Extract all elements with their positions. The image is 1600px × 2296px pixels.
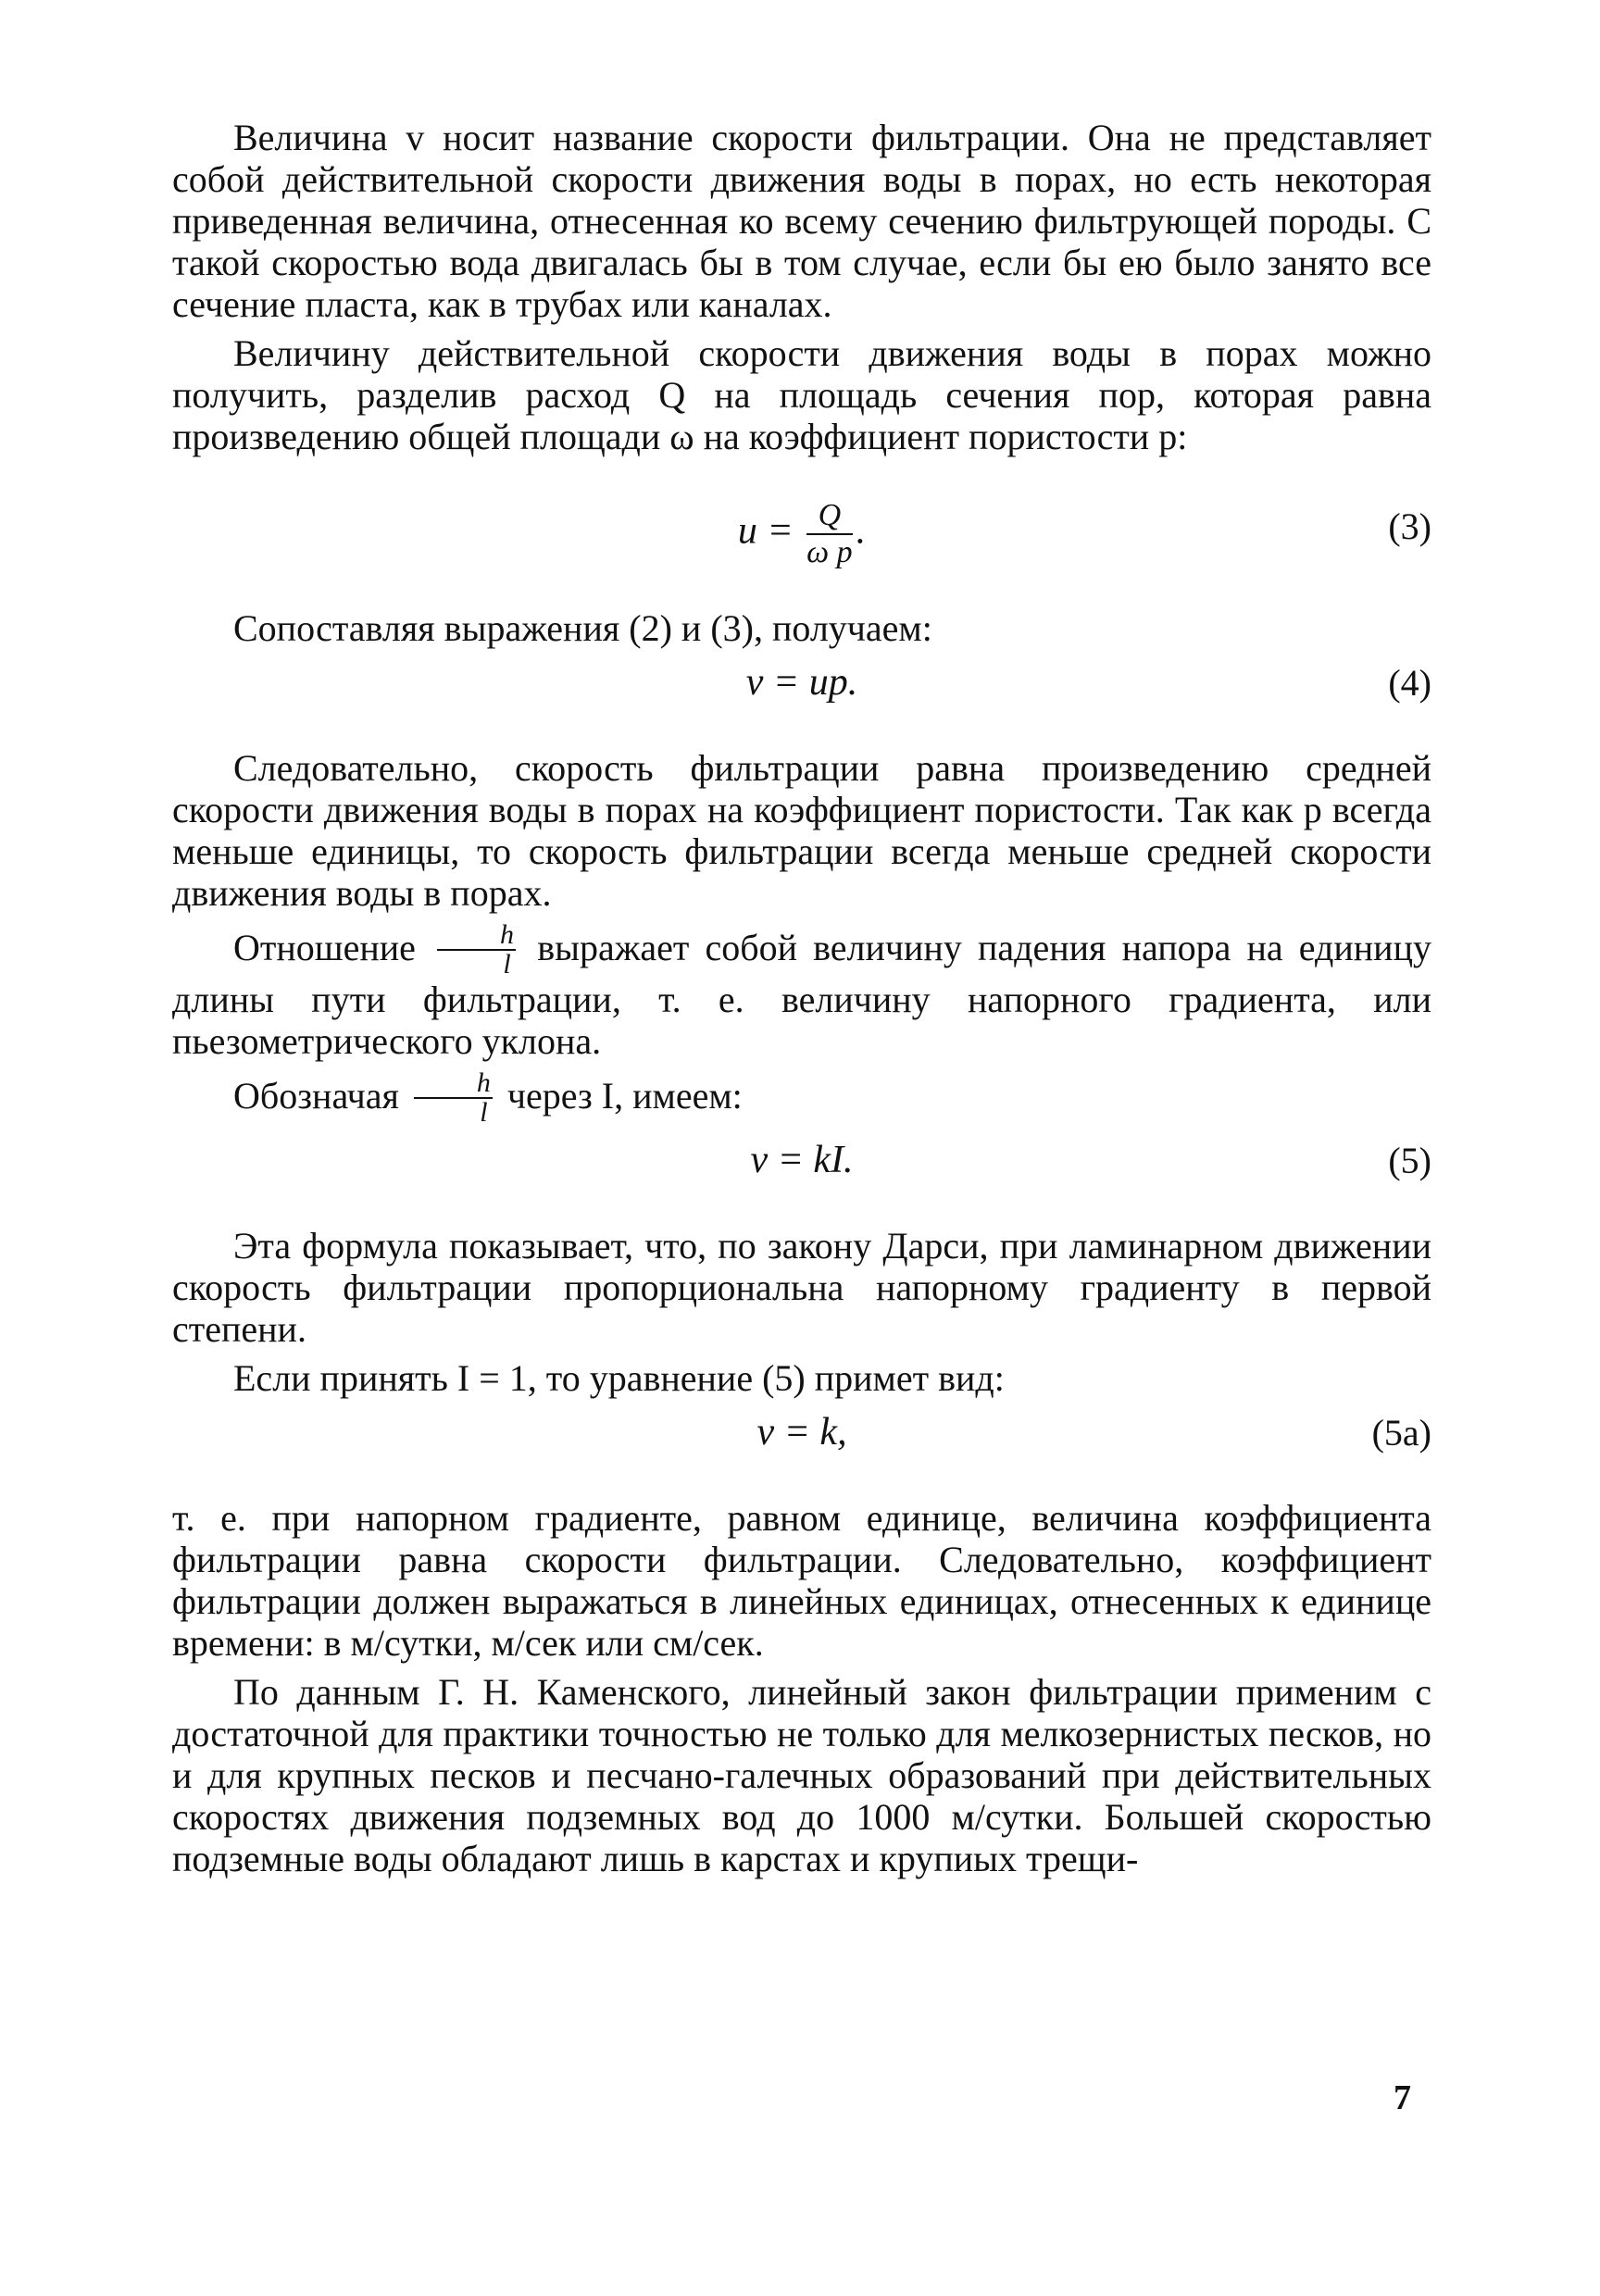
ratio-rest: выражает собой величину падения напора на единицу длины пути фильтрации, т. е. величину напорного градиента, или пьезометрического уклона. — [172, 927, 1431, 1062]
equation-3-fraction — [806, 498, 853, 570]
page-body — [172, 117, 1431, 1887]
equation-5a-number: (5a) — [1371, 1412, 1431, 1454]
paragraph-denoting — [172, 1069, 1431, 1127]
ratio-numerator: h — [437, 921, 516, 951]
paragraph-ratio — [172, 921, 1431, 1062]
page-number: 7 — [1394, 2078, 1411, 2117]
paragraph-darcy-law: Эта формула показывает, что, по закону Дарси, при ламинарном движении скорость фильтрации пропорциональна напорному градиенту в первой степени. — [172, 1225, 1431, 1350]
paragraph-units: т. е. при напорном градиенте, равном единице, величина коэффициента фильтрации равна скорости фильтрации. Следовательно, коэффициент фильтрации должен выражаться в линейных единицах, отнесенных к единице времени: в м/сутки, м/сек или см/сек. — [172, 1497, 1431, 1664]
paragraph-filtration-velocity: Величина v носит название скорости фильтрации. Она не представляет собой действительной скорости движения воды в порах, но есть некоторая приведенная величина, отнесенная ко всему сечению фильтрующей породы. С такой скоростью вода двигалась бы в том случае, если бы ею было занято все сечение пласта, как в трубах или каналах. — [172, 117, 1431, 325]
equation-3-number: (3) — [1388, 505, 1431, 547]
equation-5-formula: v = kI. — [750, 1139, 854, 1181]
paragraph-kamensky: По данным Г. Н. Каменского, линейный закон фильтрации применим с достаточной для практики точностью не только для мелкозернистых песков, но и для крупных песков и песчано-галечных образований при действительных скоростях движения подземных вод до 1000 м/сутки. Большей скоростью подземные воды обладают лишь в карстах и крупиых трещи- — [172, 1671, 1431, 1879]
equation-5 — [172, 1134, 1431, 1199]
equation-3-numerator: Q — [806, 498, 853, 535]
denoting-numerator: h — [414, 1069, 493, 1099]
equation-5a — [172, 1406, 1431, 1471]
ratio-intro: Отношение — [233, 927, 416, 968]
equation-3-formula — [172, 498, 1431, 570]
ratio-fraction — [437, 921, 516, 979]
equation-5a-formula: v = k, — [756, 1411, 847, 1454]
equation-3-period: . — [856, 509, 867, 553]
equation-4-number: (4) — [1388, 662, 1431, 704]
paragraph-actual-velocity: Величину действительной скорости движения воды в порах можно получить, разделив расход Q на площадь сечения пор, которая равна произведению общей площади ω на коэффициент пористости p: — [172, 332, 1431, 457]
paragraph-comparison: Сопоставляя выражения (2) и (3), получаем: — [233, 607, 932, 649]
ratio-denominator: l — [503, 949, 511, 980]
denoting-rest: через I, имеем: — [506, 1075, 743, 1117]
equation-3-lhs: u = — [737, 509, 794, 553]
equation-3-denominator: ω p — [806, 535, 853, 569]
equation-4 — [172, 656, 1431, 721]
denoting-denominator: l — [480, 1097, 488, 1128]
denoting-fraction — [414, 1069, 493, 1127]
equation-3 — [172, 485, 1431, 574]
equation-5-number: (5) — [1388, 1140, 1431, 1181]
denoting-intro: Обозначая — [233, 1075, 399, 1117]
equation-4-formula: v = up. — [745, 661, 858, 704]
paragraph-if-unity: Если принять I = 1, то уравнение (5) примет вид: — [233, 1357, 1005, 1399]
paragraph-consequently: Следовательно, скорость фильтрации равна произведению средней скорости движения воды в порах на коэффициент пористости. Так как p всегда меньше единицы, то скорость фильтрации всегда меньше средней скорости движения воды в порах. — [172, 747, 1431, 914]
